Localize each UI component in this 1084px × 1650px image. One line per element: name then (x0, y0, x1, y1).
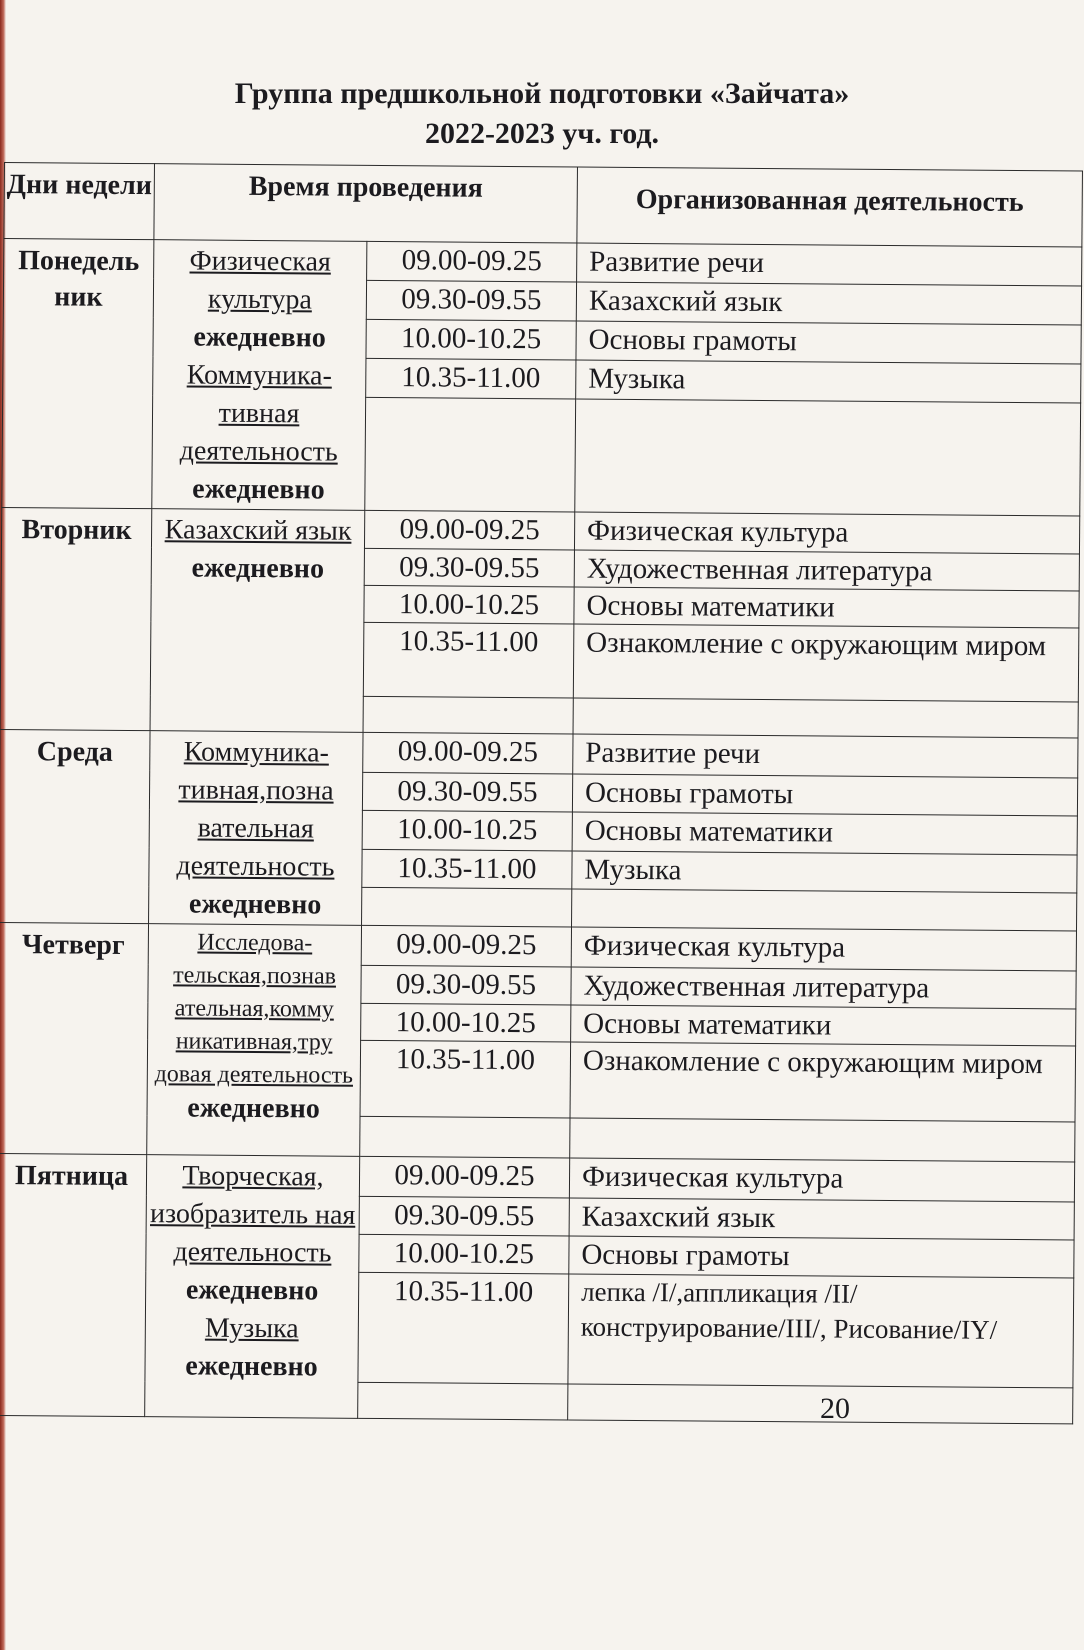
lesson-activity: Физическая культура (571, 927, 1076, 971)
lesson-activity: Казахский язык (576, 282, 1081, 325)
area-subject: Творческая, изобразитель ная деятельность (149, 1160, 356, 1269)
lesson-time: 10.35-11.00 (366, 358, 576, 399)
lesson-time: 09.30-09.55 (364, 548, 574, 587)
schedule-sheet (0, 162, 1082, 1470)
lesson-time: 09.30-09.55 (362, 772, 572, 812)
lesson-time: 10.00-10.25 (364, 585, 574, 624)
area-frequency: ежедневно (191, 552, 325, 585)
lesson-activity: Развитие речи (573, 734, 1078, 778)
lesson-time: 09.30-09.55 (361, 965, 571, 1005)
day-block-monday (2, 239, 1082, 516)
lesson-activity: Художественная литература (571, 967, 1076, 1009)
day-name: Понедель ник (2, 239, 154, 509)
lesson-activity: Основы грамоты (576, 321, 1081, 364)
lesson-time: 10.35-11.00 (363, 622, 574, 698)
lesson-activity: Основы грамоты (569, 1236, 1074, 1278)
area-subject: Исследова-тельская,познав ательная,комму никативная,тру довая деятельность (154, 929, 354, 1089)
blank-cell (572, 889, 1077, 931)
lesson-time: 10.00-10.25 (361, 1003, 571, 1042)
area-frequency: ежедневно (193, 321, 326, 354)
lesson-time: 09.00-09.25 (361, 925, 571, 967)
day-name: Пятница (0, 1153, 147, 1416)
table-row (0, 1153, 1075, 1201)
area-frequency: ежедневно (192, 473, 325, 506)
blank-cell (362, 888, 572, 927)
lesson-time: 10.00-10.25 (362, 811, 572, 851)
blank-cell (358, 1382, 568, 1420)
lesson-time: 10.35-11.00 (362, 849, 572, 889)
lesson-time: 09.30-09.55 (366, 280, 576, 321)
area-frequency: ежедневно (185, 1274, 319, 1307)
lesson-time: 09.00-09.25 (359, 1156, 569, 1198)
blank-cell (360, 1116, 570, 1158)
schedule-table (0, 162, 1083, 1424)
area-cell (149, 731, 364, 926)
blank-cell (363, 696, 573, 734)
lesson-activity: Основы математики (574, 587, 1079, 628)
header-days: Дни недели (4, 163, 155, 240)
day-block-tuesday (0, 507, 1080, 737)
area-subject: Музыка (204, 1312, 299, 1345)
area-cell (147, 924, 362, 1157)
lesson-time: 10.00-10.25 (359, 1234, 569, 1274)
day-block-wednesday (0, 729, 1078, 930)
area-cell (152, 240, 367, 511)
lesson-activity: Казахский язык (569, 1198, 1074, 1240)
lesson-activity: Ознакомление с окружающим миром (570, 1042, 1076, 1122)
blank-cell (365, 397, 576, 512)
lesson-activity: Основы математики (572, 812, 1077, 855)
area-frequency: ежедневно (185, 1350, 318, 1383)
lesson-activity: Ознакомление с окружающим миром (573, 624, 1079, 702)
table-row (4, 239, 1082, 286)
lesson-activity: Художественная литература (574, 550, 1079, 591)
blank-cell (575, 398, 1081, 515)
day-name: Вторник (0, 507, 152, 730)
header-row (4, 163, 1083, 247)
area-frequency: ежедневно (188, 888, 322, 921)
lesson-activity: Развитие речи (577, 243, 1082, 286)
header-activity: Организованная деятельность (577, 167, 1083, 247)
lesson-time: 09.30-09.55 (359, 1196, 569, 1236)
lesson-time: 10.00-10.25 (366, 319, 576, 360)
area-subject: Коммуника-тивная деятельность (179, 359, 338, 468)
area-cell (145, 1155, 360, 1419)
lesson-activity: Основы математики (571, 1005, 1076, 1046)
blank-cell (570, 1118, 1075, 1162)
area-cell (150, 509, 365, 733)
blank-cell (573, 698, 1078, 738)
day-block-thursday (0, 922, 1076, 1161)
area-frequency: ежедневно (187, 1092, 320, 1125)
lesson-time: 09.00-09.25 (367, 241, 577, 282)
document-title (0, 74, 1084, 154)
lesson-time: 10.35-11.00 (360, 1040, 571, 1118)
table-row (0, 922, 1076, 970)
lesson-activity: Музыка (572, 851, 1077, 894)
area-subject: Физическая культура (189, 245, 331, 316)
lesson-activity: Основы грамоты (572, 774, 1077, 817)
lesson-activity: Музыка (576, 360, 1081, 403)
day-name: Среда (0, 729, 150, 923)
day-name: Четверг (0, 922, 149, 1154)
lesson-activity: лепка /I/,аппликация /II/ конструирование/III/, Рисование/IY/ (568, 1274, 1074, 1388)
title-line-2: 2022-2023 уч. год. (424, 117, 660, 150)
lesson-time: 10.35-11.00 (358, 1272, 569, 1384)
area-subject: Казахский язык (164, 514, 352, 547)
table-row (0, 729, 1078, 777)
page-number: 20 (820, 1392, 850, 1425)
day-block-friday (0, 1153, 1075, 1423)
header-time: Время проведения (154, 164, 578, 243)
table-row (1, 507, 1079, 553)
title-line-1: Группа предшкольной подготовки «Зайчата» (234, 77, 850, 110)
lesson-activity: Физическая культура (569, 1158, 1074, 1202)
lesson-activity: Физическая культура (574, 512, 1079, 554)
lesson-time: 09.00-09.25 (363, 732, 573, 773)
area-subject: Коммуника-тивная,позна вательная деятельность (176, 736, 335, 883)
lesson-time: 09.00-09.25 (364, 510, 574, 550)
